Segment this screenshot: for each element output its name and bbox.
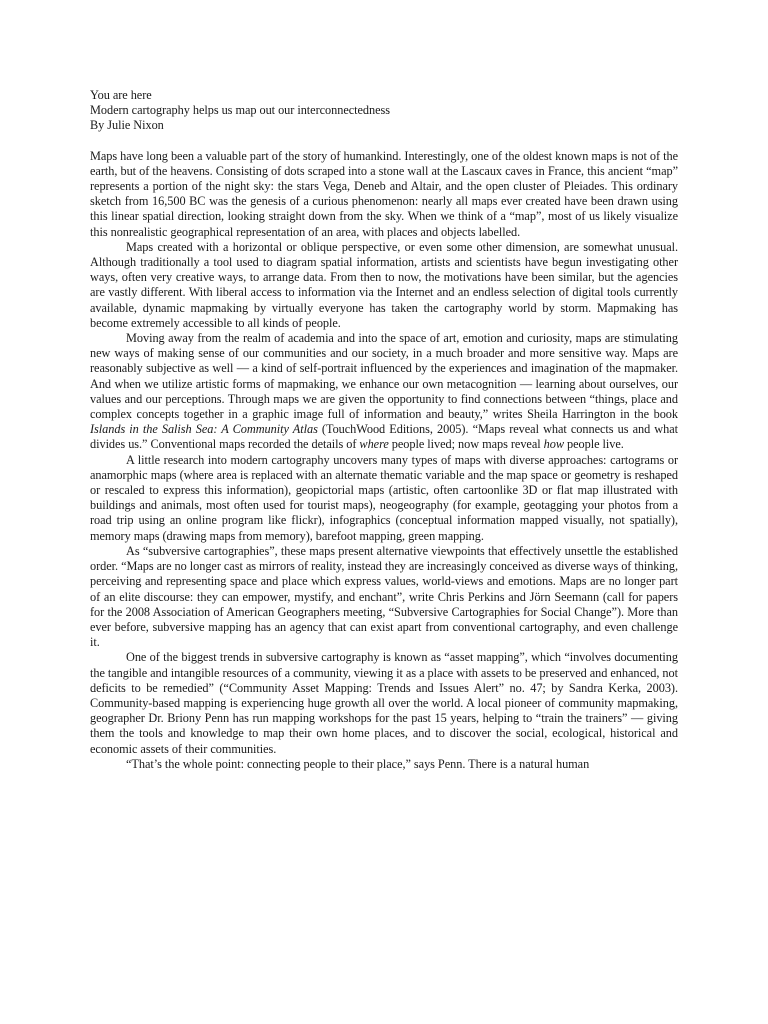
paragraph-3 [90, 331, 678, 453]
paragraph-4 [90, 453, 678, 544]
paragraph-7 [90, 757, 678, 772]
text-run: people live. [564, 437, 624, 452]
text-run: One of the biggest trends in subversive cartography is known as “asset mapping”, which “involves documenting the tangible and intangible resources of a community, viewing it as a place with assets to be preserved and enhanced, not deficits to be remedied” (“Community Asset Mapping: Trends and Issues Alert” no. 47; by Sandra Kerka, 2003). Community-based mapping is experiencing huge growth all over the world. A local pioneer of community mapmaking, geographer Dr. Briony Penn has run mapping workshops for the past 15 years, helping to “train the trainers” — giving them the tools and knowledge to map their own home places, and to discover the social, ecological, historical and economic assets of their communities. [90, 650, 678, 756]
article-kicker: You are here [90, 88, 152, 102]
text-run: Moving away from the realm of academia and into the space of art, emotion and curiosity, maps are stimulating new ways of making sense of our communities and our society, in a much broader and more sensitive way. Maps are reasonably subjective as well — a kind of self-portrait influenced by the experiences and imagination of the mapmaker. And when we utilize artistic forms of mapmaking, we enhance our own metacognition — learning about ourselves, our values and our perceptions. Through maps we are given the opportunity to find connections between “things, place and complex concepts together in a graphic image full of information and beauty,” writes Sheila Harrington in the book [90, 331, 678, 422]
document-page [90, 88, 678, 772]
text-run: A little research into modern cartography uncovers many types of maps with diverse approaches: cartograms or anamorphic maps (where area is replaced with an alternate thematic variable and the map space or geometry is reshaped or rescaled to express this information), geopictorial maps (artistic, often cartoonlike 3D or flat map illustrated with buildings and animals, most often used for tourist maps), neogeography (for example, geotagging your photos from a road trip using an online program like flickr), infographics (conceptual information mapped visually, not spatially), memory maps (drawing maps from memory), barefoot mapping, green mapping. [90, 452, 678, 543]
italic-text: Islands in the Salish Sea: A Community Atlas [90, 422, 318, 437]
paragraph-5 [90, 544, 678, 650]
paragraph-6 [90, 650, 678, 756]
text-run: “That’s the whole point: connecting people to their place,” says Penn. There is a natural human [126, 756, 590, 771]
text-run: Maps created with a horizontal or oblique perspective, or even some other dimension, are somewhat unusual. Although traditionally a tool used to diagram spatial information, artists and scientists have begun investigating other ways, often very creative ways, to arrange data. From then to now, the motivations have been similar, but the agencies are vastly different. With liberal access to information via the Internet and an endless selection of digital tools currently available, dynamic mapmaking by virtually everyone has taken the cartography world by storm. Mapmaking has become extremely accessible to all kinds of people. [90, 239, 678, 330]
paragraph-2 [90, 240, 678, 331]
article-header [90, 88, 678, 134]
article-body [90, 149, 678, 772]
text-run: As “subversive cartographies”, these maps present alternative viewpoints that effectively unsettle the established order. “Maps are no longer cast as mirrors of reality, instead they are increasingly conceived as diverse ways of thinking, perceiving and representing space and place which express values, world-views and emotions. Maps are no longer part of an elite discourse: they can empower, mystify, and enchant”, write Chris Perkins and Jörn Seemann (call for papers for the 2008 Association of American Geographers meeting, “Subversive Cartographies for Social Change”). More than ever before, subversive mapping has an agency that can exist apart from conventional cartography, and even challenge it. [90, 543, 678, 650]
text-run: people lived; now maps reveal [388, 437, 544, 452]
text-run: Maps have long been a valuable part of the story of humankind. Interestingly, one of the oldest known maps is not of the earth, but of the heavens. Consisting of dots scraped into a stone wall at the Lascaux caves in France, this ancient “map” represents a portion of the night sky: the stars Vega, Deneb and Altair, and the open cluster of Pleiades. This ordinary sketch from 16,500 BC was the genesis of a curious phenomenon: nearly all maps ever created have been drawn using this linear spatial direction, looking straight down from the sky. When we think of a “map”, most of us likely visualize this nonrealistic geographical representation of an area, with places and objects labelled. [90, 148, 678, 239]
article-byline: By Julie Nixon [90, 118, 164, 133]
italic-text: where [359, 437, 389, 452]
paragraph-1 [90, 149, 678, 240]
article-title: Modern cartography helps us map out our interconnectedness [90, 103, 390, 118]
text-run: (TouchWood Editions, 2005). “Maps reveal what connects us and what divides us.” Conventional maps recorded the details of [90, 422, 678, 452]
italic-text: how [543, 437, 564, 452]
